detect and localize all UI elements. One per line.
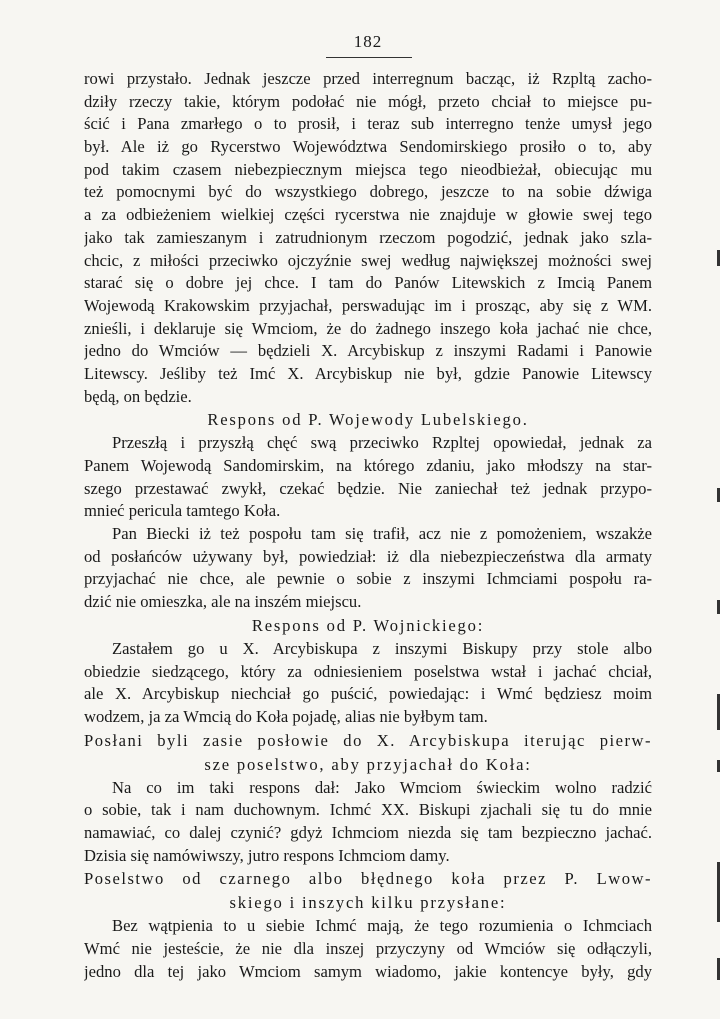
text-line: był. Ale iż go Rycerstwo Województwa Sendomirskiego prosiło o to, aby [84, 137, 652, 157]
text-line: Wojewodą Krakowskim przyjachał, perswadując im i prosząc, aby się z WM. [84, 295, 652, 315]
text-line: namawiać, co dalej czynić? gdyż Ichmciom niezda się tam bezpieczno jachać. [84, 822, 652, 842]
header-rule [326, 57, 412, 58]
text-line: jedno do Wmciów — będzieli X. Arcybiskup z inszymi Radami i Panowie [84, 341, 652, 361]
body-text [84, 68, 652, 983]
text-line: znieśli, i deklaruje się Wmciom, że do żadnego inszego koła jachać nie chce, [84, 318, 652, 338]
section-heading: Respons od P. Wojewody Lubelskiego. [207, 410, 529, 430]
text-line: też pomocnymi być do wszystkiego dobrego, jeszcze to na sobie dźwiga [84, 182, 652, 202]
text-line: Litewscy. Jeśliby też Imć X. Arcybiskup nie był, gdzie Panowie Litewscy [84, 363, 652, 383]
text-line: Na co im taki respons dał: Jako Wmciom świeckim wolno radzić [112, 777, 652, 797]
section-heading: sze poselstwo, aby przyjachał do Koła: [204, 754, 532, 774]
section-heading: Respons od P. Wojnickiego: [251, 615, 485, 635]
text-line: jedno dla tej jako Wmciom samym wiadomo, jakie kontencye były, gdy [84, 961, 652, 981]
text-line: a za odbieżeniem wielkiej części rycerstwa nie znajduje w głowie swej tego [84, 205, 652, 225]
text-line: obiedzie siedzącego, który za odniesieniem poselstwa wstał i jachać chciał, [84, 661, 652, 681]
text-line: wodzem, ja za Wmcią do Koła pojadę, alias nie byłbym tam. [84, 706, 488, 726]
text-line: o sobie, tak i nam duchownym. Ichmć XX. Biskupi zjachali się tu do mnie [84, 800, 652, 820]
text-line: pod takim czasem niebezpiecznym miejsca tego nieodbieżał, obiecując mu [84, 159, 652, 179]
text-line: dziły rzeczy takie, którym podołać nie mógł, przeto chciał to miejsce pu- [84, 91, 652, 111]
text-line: Dzisia się namówiwszy, jutro respons Ichmciom damy. [84, 845, 450, 865]
text-line: Panem Wojewodą Sandomirskim, na którego zdaniu, jako młodszy na star- [84, 456, 652, 475]
text-line: Zastałem go u X. Arcybiskupa z inszymi Biskupy przy stole albo [112, 638, 652, 658]
text-line: rowi przystało. Jednak jeszcze przed interregnum bacząc, iż Rzpltą zacho- [84, 69, 652, 88]
text-line: jako tak zamieszanym i zatrudnionym rzeczom pogodzić, jednak jako szla- [84, 227, 652, 247]
section-heading: skiego i inszych kilku przysłane: [229, 893, 507, 913]
text-line: przyjachać nie chce, ale pewnie o sobie z inszymi Ichmciami pospołu ra- [84, 569, 652, 589]
text-line: ale X. Arcybiskup niechciał go puścić, powiedając: i Wmć będziesz moim [84, 684, 652, 704]
text-line: Pan Biecki iż też pospołu tam się trafił, acz nie z pomożeniem, wszakże [112, 524, 652, 544]
text-line: Bez wątpienia to u siebie Ichmć mają, że tego rozumienia o Ichmciach [112, 916, 652, 936]
text-line: mnieć pericula tamtego Koła. [84, 501, 281, 521]
document-page [84, 0, 652, 1019]
text-line: starać się o dobre jej chce. I tam do Panów Litewskich z Imcią Panem [84, 273, 652, 293]
text-line: chcic, z miłości przeciwko ojczyźnie swej według największej możności swej [84, 250, 652, 270]
text-line: Wmć nie jesteście, że nie dla inszej przyczyny od Wmciów się odłączyli, [84, 939, 652, 958]
text-line: szego przestawać zwykł, czekać będzie. Nie zaniechał też jednak przypo- [84, 478, 652, 498]
section-heading: Poselstwo od czarnego albo błędnego koła przez P. Lwow- [84, 869, 652, 889]
text-line: dzić nie omieszka, ale na inszém miejscu. [84, 592, 362, 612]
text-line: Przeszłą i przyszłą chęć swą przeciwko Rzpltej opowiedał, jednak za [112, 433, 652, 453]
text-line: od posłańców używany był, powiedział: iż dla niebezpieczeństwa dla armaty [84, 546, 652, 566]
section-heading: Posłani byli zasie posłowie do X. Arcybiskupa iterując pierw- [84, 730, 652, 750]
text-line: będą, on będzie. [84, 386, 192, 406]
page-number: 182 [353, 32, 383, 51]
text-line: ścić i Pana zmarłego o to prosił, i teraz sub interregno tenże umysł jego [84, 114, 652, 134]
